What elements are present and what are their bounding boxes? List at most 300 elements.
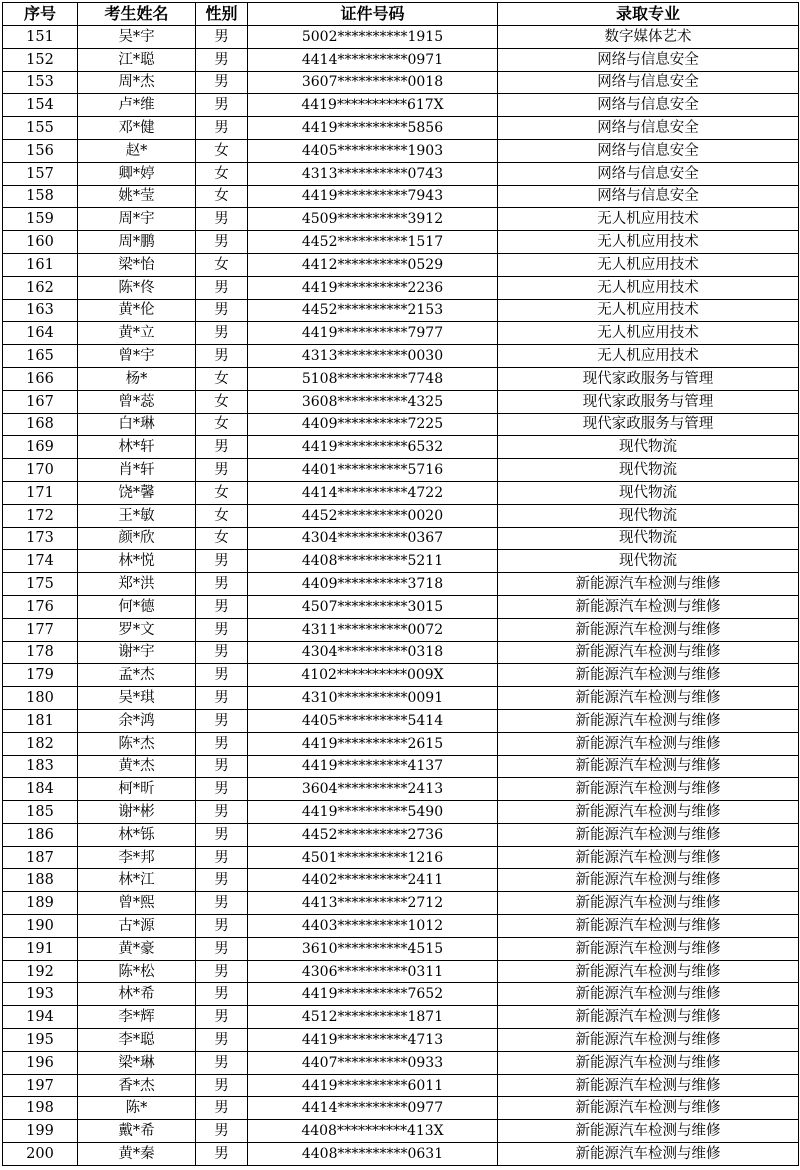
cell-name: 曾*宇 (78, 345, 196, 368)
table-row (3, 481, 799, 504)
cell-serial: 193 (3, 983, 78, 1006)
header-row (3, 3, 799, 26)
cell-name: 谢*彬 (78, 801, 196, 824)
cell-id-number: 4419**********2615 (248, 732, 498, 755)
cell-serial: 200 (3, 1143, 78, 1166)
cell-serial: 164 (3, 322, 78, 345)
cell-id-number: 4414**********4722 (248, 481, 498, 504)
cell-gender: 男 (196, 1051, 248, 1074)
cell-gender: 男 (196, 960, 248, 983)
cell-serial: 184 (3, 778, 78, 801)
cell-id-number: 4419**********7652 (248, 983, 498, 1006)
cell-major: 现代家政服务与管理 (498, 390, 799, 413)
cell-id-number: 3604**********2413 (248, 778, 498, 801)
cell-gender: 男 (196, 573, 248, 596)
table-row (3, 892, 799, 915)
cell-major: 新能源汽车检测与维修 (498, 937, 799, 960)
cell-serial: 194 (3, 1006, 78, 1029)
cell-major: 新能源汽车检测与维修 (498, 1029, 799, 1052)
cell-id-number: 4419**********617X (248, 94, 498, 117)
cell-serial: 180 (3, 687, 78, 710)
cell-name: 陈*松 (78, 960, 196, 983)
cell-major: 新能源汽车检测与维修 (498, 1074, 799, 1097)
cell-gender: 男 (196, 71, 248, 94)
cell-major: 新能源汽车检测与维修 (498, 869, 799, 892)
cell-name: 古*源 (78, 915, 196, 938)
cell-id-number: 4452**********0020 (248, 504, 498, 527)
cell-name: 曾*蕊 (78, 390, 196, 413)
cell-gender: 女 (196, 390, 248, 413)
cell-id-number: 4414**********0977 (248, 1097, 498, 1120)
cell-name: 黄*秦 (78, 1143, 196, 1166)
cell-name: 吴*琪 (78, 687, 196, 710)
cell-name: 周*鹏 (78, 231, 196, 254)
cell-serial: 165 (3, 345, 78, 368)
cell-major: 无人机应用技术 (498, 322, 799, 345)
cell-gender: 男 (196, 823, 248, 846)
table-row (3, 71, 799, 94)
table-row (3, 185, 799, 208)
cell-serial: 181 (3, 709, 78, 732)
cell-gender: 男 (196, 1097, 248, 1120)
table-row (3, 299, 799, 322)
cell-major: 无人机应用技术 (498, 231, 799, 254)
table-row (3, 846, 799, 869)
cell-gender: 女 (196, 185, 248, 208)
cell-id-number: 4304**********0367 (248, 527, 498, 550)
cell-id-number: 4408**********5211 (248, 550, 498, 573)
cell-serial: 152 (3, 48, 78, 71)
cell-gender: 男 (196, 1143, 248, 1166)
cell-gender: 女 (196, 413, 248, 436)
cell-serial: 179 (3, 664, 78, 687)
table-row (3, 253, 799, 276)
cell-name: 林*江 (78, 869, 196, 892)
table-row (3, 573, 799, 596)
header-serial: 序号 (3, 3, 78, 26)
cell-major: 新能源汽车检测与维修 (498, 1051, 799, 1074)
cell-id-number: 4419**********6011 (248, 1074, 498, 1097)
cell-gender: 男 (196, 892, 248, 915)
cell-id-number: 4310**********0091 (248, 687, 498, 710)
cell-serial: 163 (3, 299, 78, 322)
cell-serial: 154 (3, 94, 78, 117)
cell-name: 谢*宇 (78, 641, 196, 664)
cell-id-number: 4419**********4713 (248, 1029, 498, 1052)
cell-serial: 153 (3, 71, 78, 94)
cell-gender: 男 (196, 915, 248, 938)
cell-serial: 190 (3, 915, 78, 938)
cell-major: 新能源汽车检测与维修 (498, 1143, 799, 1166)
cell-major: 新能源汽车检测与维修 (498, 915, 799, 938)
cell-id-number: 4403**********1012 (248, 915, 498, 938)
table-row (3, 983, 799, 1006)
header-id-number: 证件号码 (248, 3, 498, 26)
cell-major: 网络与信息安全 (498, 71, 799, 94)
cell-id-number: 4313**********0030 (248, 345, 498, 368)
cell-name: 肖*轩 (78, 459, 196, 482)
cell-name: 林*铄 (78, 823, 196, 846)
table-row (3, 322, 799, 345)
table-row (3, 390, 799, 413)
table-row (3, 527, 799, 550)
table-row (3, 48, 799, 71)
cell-name: 白*琳 (78, 413, 196, 436)
cell-gender: 男 (196, 436, 248, 459)
cell-name: 梁*怡 (78, 253, 196, 276)
cell-name: 黄*杰 (78, 755, 196, 778)
cell-gender: 男 (196, 687, 248, 710)
cell-gender: 男 (196, 26, 248, 49)
table-row (3, 801, 799, 824)
cell-major: 数字媒体艺术 (498, 26, 799, 49)
cell-gender: 男 (196, 276, 248, 299)
cell-major: 现代家政服务与管理 (498, 413, 799, 436)
cell-major: 新能源汽车检测与维修 (498, 687, 799, 710)
cell-name: 黄*豪 (78, 937, 196, 960)
table-row (3, 231, 799, 254)
cell-serial: 173 (3, 527, 78, 550)
table-row (3, 459, 799, 482)
table-row (3, 869, 799, 892)
cell-gender: 女 (196, 367, 248, 390)
cell-major: 现代物流 (498, 436, 799, 459)
cell-name: 曾*熙 (78, 892, 196, 915)
cell-name: 柯*昕 (78, 778, 196, 801)
cell-major: 现代物流 (498, 550, 799, 573)
cell-name: 戴*希 (78, 1120, 196, 1143)
cell-id-number: 4512**********1871 (248, 1006, 498, 1029)
cell-name: 何*德 (78, 595, 196, 618)
cell-gender: 男 (196, 459, 248, 482)
cell-serial: 191 (3, 937, 78, 960)
table-row (3, 1074, 799, 1097)
cell-gender: 男 (196, 595, 248, 618)
cell-id-number: 4413**********2712 (248, 892, 498, 915)
cell-id-number: 4409**********7225 (248, 413, 498, 436)
table-row (3, 26, 799, 49)
cell-name: 陈*佟 (78, 276, 196, 299)
cell-gender: 男 (196, 732, 248, 755)
cell-name: 林*轩 (78, 436, 196, 459)
cell-name: 王*敏 (78, 504, 196, 527)
cell-gender: 男 (196, 1006, 248, 1029)
cell-major: 新能源汽车检测与维修 (498, 732, 799, 755)
cell-serial: 162 (3, 276, 78, 299)
cell-serial: 169 (3, 436, 78, 459)
cell-gender: 男 (196, 778, 248, 801)
cell-id-number: 3608**********4325 (248, 390, 498, 413)
cell-serial: 158 (3, 185, 78, 208)
cell-serial: 171 (3, 481, 78, 504)
cell-gender: 男 (196, 208, 248, 231)
cell-name: 孟*杰 (78, 664, 196, 687)
cell-serial: 166 (3, 367, 78, 390)
cell-serial: 187 (3, 846, 78, 869)
table-row (3, 1029, 799, 1052)
cell-id-number: 5108**********7748 (248, 367, 498, 390)
cell-gender: 男 (196, 846, 248, 869)
cell-gender: 男 (196, 983, 248, 1006)
cell-serial: 185 (3, 801, 78, 824)
cell-name: 李*聪 (78, 1029, 196, 1052)
cell-name: 林*希 (78, 983, 196, 1006)
cell-serial: 176 (3, 595, 78, 618)
cell-major: 网络与信息安全 (498, 162, 799, 185)
cell-major: 网络与信息安全 (498, 185, 799, 208)
table-row (3, 960, 799, 983)
cell-major: 网络与信息安全 (498, 117, 799, 140)
cell-major: 新能源汽车检测与维修 (498, 1120, 799, 1143)
cell-id-number: 4419**********5856 (248, 117, 498, 140)
cell-gender: 女 (196, 527, 248, 550)
cell-gender: 男 (196, 937, 248, 960)
cell-serial: 192 (3, 960, 78, 983)
table-row (3, 664, 799, 687)
cell-major: 现代家政服务与管理 (498, 367, 799, 390)
table-row (3, 823, 799, 846)
cell-gender: 男 (196, 117, 248, 140)
table-row (3, 641, 799, 664)
cell-id-number: 4509**********3912 (248, 208, 498, 231)
cell-serial: 159 (3, 208, 78, 231)
table-row (3, 162, 799, 185)
cell-major: 新能源汽车检测与维修 (498, 641, 799, 664)
cell-name: 黄*伦 (78, 299, 196, 322)
table-row (3, 276, 799, 299)
admission-table (2, 2, 799, 1166)
cell-major: 新能源汽车检测与维修 (498, 618, 799, 641)
cell-major: 新能源汽车检测与维修 (498, 755, 799, 778)
cell-serial: 168 (3, 413, 78, 436)
cell-gender: 男 (196, 709, 248, 732)
table-row (3, 778, 799, 801)
cell-name: 李*辉 (78, 1006, 196, 1029)
header-major: 录取专业 (498, 3, 799, 26)
cell-major: 网络与信息安全 (498, 139, 799, 162)
table-row (3, 915, 799, 938)
table-row (3, 550, 799, 573)
cell-id-number: 4412**********0529 (248, 253, 498, 276)
table-row (3, 345, 799, 368)
cell-serial: 161 (3, 253, 78, 276)
cell-serial: 167 (3, 390, 78, 413)
cell-serial: 198 (3, 1097, 78, 1120)
table-row (3, 117, 799, 140)
cell-id-number: 4419**********5490 (248, 801, 498, 824)
cell-serial: 183 (3, 755, 78, 778)
cell-major: 新能源汽车检测与维修 (498, 846, 799, 869)
cell-serial: 182 (3, 732, 78, 755)
cell-name: 余*鸿 (78, 709, 196, 732)
table-row (3, 709, 799, 732)
cell-major: 新能源汽车检测与维修 (498, 778, 799, 801)
cell-name: 林*悦 (78, 550, 196, 573)
cell-serial: 172 (3, 504, 78, 527)
cell-id-number: 4401**********5716 (248, 459, 498, 482)
cell-serial: 174 (3, 550, 78, 573)
table-row (3, 595, 799, 618)
table-row (3, 687, 799, 710)
cell-name: 饶*馨 (78, 481, 196, 504)
cell-major: 网络与信息安全 (498, 48, 799, 71)
cell-id-number: 4419**********4137 (248, 755, 498, 778)
cell-id-number: 4407**********0933 (248, 1051, 498, 1074)
cell-name: 周*杰 (78, 71, 196, 94)
cell-name: 周*宇 (78, 208, 196, 231)
cell-gender: 男 (196, 322, 248, 345)
cell-gender: 女 (196, 139, 248, 162)
cell-major: 新能源汽车检测与维修 (498, 1006, 799, 1029)
cell-major: 新能源汽车检测与维修 (498, 573, 799, 596)
cell-gender: 男 (196, 755, 248, 778)
cell-gender: 男 (196, 1120, 248, 1143)
cell-gender: 男 (196, 94, 248, 117)
cell-major: 新能源汽车检测与维修 (498, 823, 799, 846)
cell-id-number: 4507**********3015 (248, 595, 498, 618)
header-gender: 性别 (196, 3, 248, 26)
cell-gender: 男 (196, 48, 248, 71)
cell-id-number: 4408**********0631 (248, 1143, 498, 1166)
table-row (3, 139, 799, 162)
cell-serial: 156 (3, 139, 78, 162)
table-row (3, 94, 799, 117)
cell-gender: 女 (196, 162, 248, 185)
cell-name: 邓*健 (78, 117, 196, 140)
cell-serial: 186 (3, 823, 78, 846)
cell-serial: 175 (3, 573, 78, 596)
table-row (3, 937, 799, 960)
cell-major: 无人机应用技术 (498, 276, 799, 299)
table-row (3, 436, 799, 459)
header-name: 考生姓名 (78, 3, 196, 26)
cell-id-number: 4419**********7977 (248, 322, 498, 345)
cell-id-number: 4414**********0971 (248, 48, 498, 71)
cell-id-number: 4402**********2411 (248, 869, 498, 892)
cell-name: 江*聪 (78, 48, 196, 71)
cell-name: 陈* (78, 1097, 196, 1120)
cell-id-number: 4405**********1903 (248, 139, 498, 162)
cell-id-number: 4452**********2736 (248, 823, 498, 846)
cell-major: 新能源汽车检测与维修 (498, 892, 799, 915)
cell-gender: 男 (196, 1029, 248, 1052)
cell-name: 卿*婷 (78, 162, 196, 185)
table-row (3, 1051, 799, 1074)
cell-name: 卢*维 (78, 94, 196, 117)
cell-id-number: 4409**********3718 (248, 573, 498, 596)
cell-serial: 197 (3, 1074, 78, 1097)
cell-serial: 196 (3, 1051, 78, 1074)
cell-gender: 男 (196, 231, 248, 254)
cell-gender: 女 (196, 481, 248, 504)
cell-id-number: 4452**********1517 (248, 231, 498, 254)
cell-name: 颜*欣 (78, 527, 196, 550)
cell-major: 新能源汽车检测与维修 (498, 801, 799, 824)
cell-major: 新能源汽车检测与维修 (498, 664, 799, 687)
cell-gender: 男 (196, 618, 248, 641)
cell-major: 无人机应用技术 (498, 253, 799, 276)
table-row (3, 1097, 799, 1120)
cell-gender: 男 (196, 345, 248, 368)
cell-gender: 男 (196, 801, 248, 824)
cell-serial: 199 (3, 1120, 78, 1143)
cell-name: 梁*琳 (78, 1051, 196, 1074)
cell-name: 李*邦 (78, 846, 196, 869)
cell-gender: 男 (196, 641, 248, 664)
cell-major: 现代物流 (498, 459, 799, 482)
cell-id-number: 4313**********0743 (248, 162, 498, 185)
cell-gender: 男 (196, 869, 248, 892)
cell-name: 杨* (78, 367, 196, 390)
cell-serial: 178 (3, 641, 78, 664)
cell-id-number: 4405**********5414 (248, 709, 498, 732)
cell-id-number: 4102**********009X (248, 664, 498, 687)
cell-id-number: 5002**********1915 (248, 26, 498, 49)
cell-id-number: 4408**********413X (248, 1120, 498, 1143)
cell-name: 郑*洪 (78, 573, 196, 596)
table-row (3, 732, 799, 755)
cell-id-number: 4311**********0072 (248, 618, 498, 641)
table-row (3, 208, 799, 231)
cell-gender: 男 (196, 299, 248, 322)
cell-name: 姚*莹 (78, 185, 196, 208)
cell-major: 新能源汽车检测与维修 (498, 1097, 799, 1120)
cell-name: 吴*宇 (78, 26, 196, 49)
cell-major: 现代物流 (498, 481, 799, 504)
cell-id-number: 4306**********0311 (248, 960, 498, 983)
table-row (3, 1006, 799, 1029)
table-row (3, 755, 799, 778)
table-row (3, 413, 799, 436)
cell-id-number: 4501**********1216 (248, 846, 498, 869)
cell-serial: 170 (3, 459, 78, 482)
cell-serial: 151 (3, 26, 78, 49)
cell-serial: 160 (3, 231, 78, 254)
cell-name: 黄*立 (78, 322, 196, 345)
cell-major: 现代物流 (498, 527, 799, 550)
cell-name: 香*杰 (78, 1074, 196, 1097)
table-row (3, 367, 799, 390)
cell-gender: 女 (196, 253, 248, 276)
cell-gender: 女 (196, 504, 248, 527)
cell-major: 现代物流 (498, 504, 799, 527)
cell-name: 陈*杰 (78, 732, 196, 755)
cell-name: 赵* (78, 139, 196, 162)
cell-id-number: 4304**********0318 (248, 641, 498, 664)
table-row (3, 1120, 799, 1143)
table-row (3, 1143, 799, 1166)
cell-major: 无人机应用技术 (498, 208, 799, 231)
cell-major: 新能源汽车检测与维修 (498, 960, 799, 983)
cell-name: 罗*文 (78, 618, 196, 641)
cell-id-number: 3607**********0018 (248, 71, 498, 94)
cell-major: 无人机应用技术 (498, 345, 799, 368)
cell-id-number: 4419**********6532 (248, 436, 498, 459)
cell-serial: 155 (3, 117, 78, 140)
cell-serial: 177 (3, 618, 78, 641)
cell-id-number: 3610**********4515 (248, 937, 498, 960)
cell-gender: 男 (196, 664, 248, 687)
cell-serial: 188 (3, 869, 78, 892)
cell-major: 无人机应用技术 (498, 299, 799, 322)
cell-major: 网络与信息安全 (498, 94, 799, 117)
cell-id-number: 4419**********2236 (248, 276, 498, 299)
cell-major: 新能源汽车检测与维修 (498, 709, 799, 732)
cell-serial: 189 (3, 892, 78, 915)
cell-major: 新能源汽车检测与维修 (498, 983, 799, 1006)
cell-serial: 195 (3, 1029, 78, 1052)
table-row (3, 618, 799, 641)
